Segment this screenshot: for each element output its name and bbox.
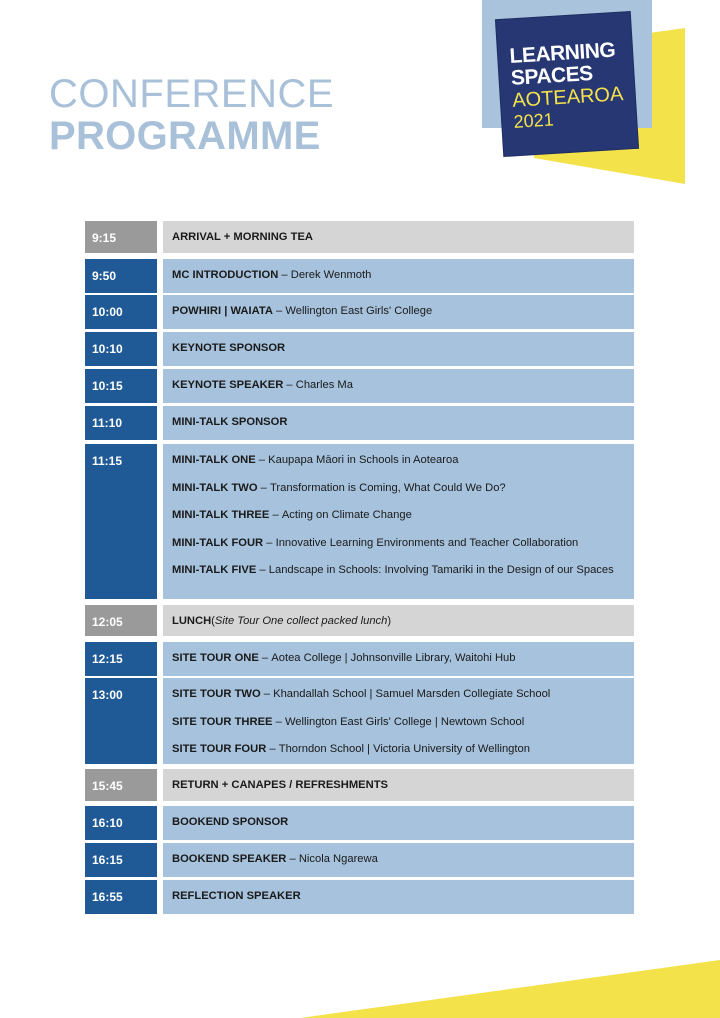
session-note: (Site Tour One collect packed lunch) — [211, 615, 392, 627]
schedule-time: 10:15 — [85, 369, 157, 403]
session-title: MINI-TALK FIVE — [172, 564, 257, 577]
session-detail: Transformation is Coming, What Could We Do? — [270, 481, 506, 494]
schedule-item — [172, 453, 624, 468]
session-title: ARRIVAL + MORNING TEA — [172, 231, 313, 243]
dash-separator: – — [256, 564, 269, 577]
schedule-time: 16:55 — [85, 880, 157, 914]
session-title: SITE TOUR ONE — [172, 652, 259, 664]
schedule-item — [172, 230, 624, 245]
schedule-content — [163, 678, 634, 764]
title-line-programme: PROGRAMME — [49, 114, 321, 158]
schedule-row — [85, 259, 634, 293]
session-title: POWHIRI | WAIATA — [172, 305, 273, 317]
schedule-row — [85, 444, 634, 599]
schedule-item — [172, 268, 624, 283]
schedule-time: 10:00 — [85, 295, 157, 329]
session-detail: Khandallah School | Samuel Marsden Collegiate School — [273, 688, 551, 700]
title-line-conference: CONFERENCE — [49, 72, 335, 116]
logo-line-year: 2021 — [513, 109, 555, 132]
session-title: MINI-TALK TWO — [172, 481, 258, 494]
schedule-item — [172, 614, 624, 629]
schedule-row — [85, 642, 634, 676]
schedule-row — [85, 880, 634, 914]
dash-separator: – — [255, 454, 269, 466]
schedule-time: 9:50 — [85, 259, 157, 293]
schedule-row — [85, 332, 634, 366]
session-title: SITE TOUR FOUR — [172, 743, 267, 756]
schedule-content — [163, 406, 634, 440]
session-title: MINI-TALK ONE — [172, 454, 256, 466]
session-detail: Kaupapa Māori in Schools in Aotearoa — [268, 454, 459, 466]
programme-title — [49, 74, 334, 156]
schedule-content — [163, 605, 634, 636]
logo-text — [509, 39, 625, 131]
session-detail: Landscape in Schools: Involving Tamariki in the Design of our Spaces — [268, 564, 614, 577]
session-title: KEYNOTE SPEAKER — [172, 379, 284, 391]
session-detail: Aotea College | Johnsonville Library, Waitohi Hub — [271, 652, 516, 664]
session-title: SITE TOUR THREE — [172, 715, 273, 728]
schedule-item — [172, 508, 624, 523]
schedule-item — [172, 715, 624, 730]
session-title: MINI-TALK THREE — [172, 509, 270, 522]
dash-separator: – — [283, 379, 296, 391]
session-detail: Derek Wenmoth — [290, 269, 372, 281]
schedule-item — [172, 778, 624, 793]
schedule-item — [172, 481, 624, 496]
session-detail: Thorndon School | Victoria University of Wellington — [278, 743, 530, 756]
session-detail: Innovative Learning Environments and Teacher Collaboration — [275, 536, 579, 549]
schedule-item — [172, 815, 624, 830]
logo-line-spaces: SPACES — [510, 61, 594, 90]
session-title: KEYNOTE SPONSOR — [172, 342, 286, 354]
schedule-content — [163, 259, 634, 293]
schedule-item — [172, 536, 624, 551]
schedule-time: 11:10 — [85, 406, 157, 440]
session-title: BOOKEND SPEAKER — [172, 853, 287, 865]
schedule-time: 16:15 — [85, 843, 157, 877]
schedule-row — [85, 843, 634, 877]
schedule-item — [172, 651, 624, 666]
session-title: MINI-TALK FOUR — [172, 536, 264, 549]
session-title: SITE TOUR TWO — [172, 688, 261, 700]
session-detail: Wellington East Girls' College — [285, 305, 433, 317]
schedule-item — [172, 742, 624, 757]
schedule-time: 10:10 — [85, 332, 157, 366]
session-title: LUNCH — [172, 615, 212, 627]
session-title: BOOKEND SPONSOR — [172, 816, 289, 828]
logo-line-learning: LEARNING — [508, 38, 616, 68]
dash-separator: – — [266, 743, 279, 756]
schedule-item — [172, 341, 624, 356]
schedule-row — [85, 295, 634, 329]
schedule-item — [172, 304, 624, 319]
session-title: RETURN + CANAPES / REFRESHMENTS — [172, 779, 389, 791]
dash-separator: – — [272, 305, 286, 317]
dash-separator: – — [286, 853, 299, 865]
schedule-time: 11:15 — [85, 444, 157, 599]
schedule-row — [85, 769, 634, 801]
session-detail: Charles Ma — [295, 379, 353, 391]
schedule-content — [163, 221, 634, 253]
schedule-content — [163, 642, 634, 676]
schedule-content — [163, 444, 634, 599]
schedule-row — [85, 605, 634, 636]
schedule-content — [163, 332, 634, 366]
dash-separator: – — [260, 688, 274, 700]
session-detail: Acting on Climate Change — [281, 509, 412, 522]
dash-separator: – — [272, 715, 285, 728]
dash-separator: – — [269, 509, 282, 522]
session-title: MC INTRODUCTION — [172, 269, 279, 281]
schedule-content — [163, 843, 634, 877]
logo-line-aotearoa: AOTEAROA — [511, 83, 624, 112]
schedule-row — [85, 678, 634, 764]
schedule-row — [85, 406, 634, 440]
schedule-item — [172, 889, 624, 904]
schedule-content — [163, 769, 634, 801]
schedule-content — [163, 369, 634, 403]
dash-separator: – — [258, 652, 272, 664]
session-title: MINI-TALK SPONSOR — [172, 416, 288, 428]
schedule-row — [85, 806, 634, 840]
schedule-item — [172, 415, 624, 430]
schedule-item — [172, 378, 624, 393]
learning-spaces-logo — [482, 0, 692, 190]
schedule-item — [172, 563, 624, 578]
schedule-time: 15:45 — [85, 769, 157, 801]
schedule-row — [85, 221, 634, 253]
schedule-row — [85, 369, 634, 403]
schedule-item — [172, 852, 624, 867]
dash-separator: – — [278, 269, 291, 281]
dash-separator: – — [263, 536, 276, 549]
schedule-time: 13:00 — [85, 678, 157, 764]
session-detail: Nicola Ngarewa — [298, 853, 378, 865]
session-title: REFLECTION SPEAKER — [172, 890, 301, 902]
schedule-time: 16:10 — [85, 806, 157, 840]
schedule-content — [163, 806, 634, 840]
schedule-content — [163, 880, 634, 914]
dash-separator: – — [257, 481, 270, 494]
schedule-time: 12:05 — [85, 605, 157, 636]
session-detail: Wellington East Girls' College | Newtown School — [284, 715, 525, 728]
schedule-content — [163, 295, 634, 329]
schedule-item — [172, 687, 624, 702]
session-note-text: Site Tour One collect packed lunch — [214, 615, 388, 627]
schedule-time: 12:15 — [85, 642, 157, 676]
schedule-time: 9:15 — [85, 221, 157, 253]
